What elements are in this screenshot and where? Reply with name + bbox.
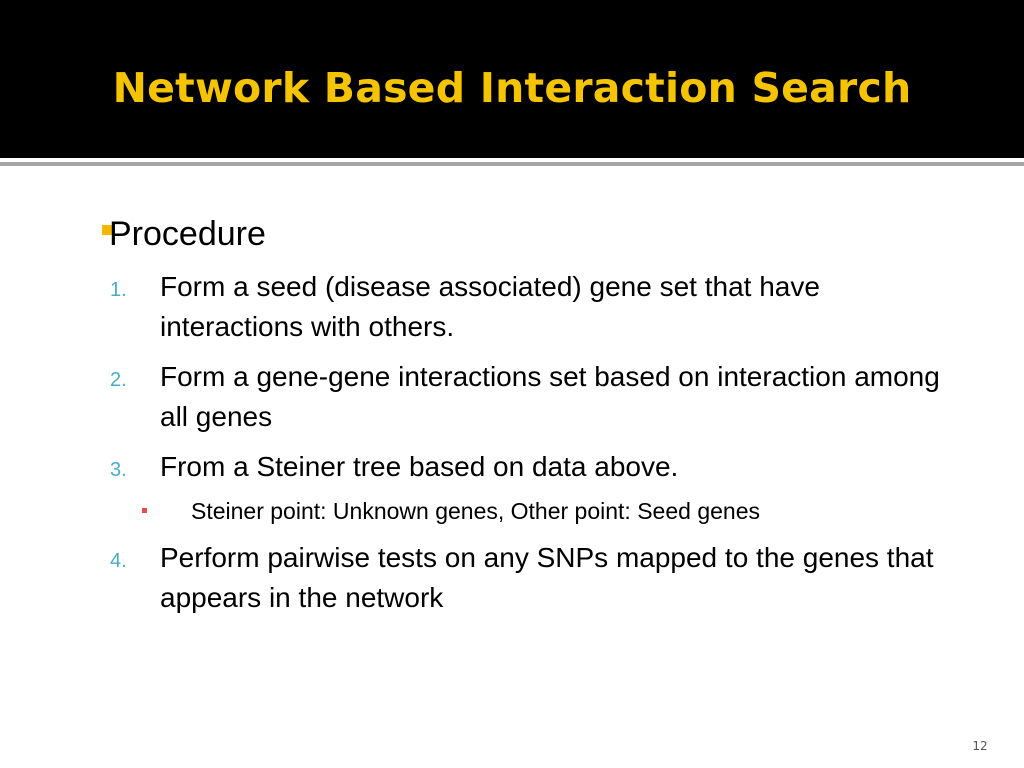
step-text-3: From a Steiner tree based on data above. [160, 451, 679, 482]
steiner-sub-bullet: Steiner point: Unknown genes, Other point: Seed genes [191, 498, 760, 524]
step-number-4: 4. [110, 550, 127, 572]
page-number: 12 [972, 739, 988, 753]
step-number-2: 2. [110, 369, 127, 391]
step-number-3: 3. [110, 459, 127, 481]
step-text-4: Perform pairwise tests on any SNPs mapped to the genes that appears in the network [160, 542, 934, 613]
step-text-1: Form a seed (disease associated) gene set that have interactions with others. [160, 271, 820, 342]
slide-title: Network Based Interaction Search [112, 64, 912, 112]
procedure-heading: Procedure [109, 215, 266, 253]
step-text-2: Form a gene-gene interactions set based on interaction among all genes [160, 361, 940, 432]
step-number-1: 1. [110, 279, 127, 301]
small-square-bullet-icon [142, 508, 147, 513]
